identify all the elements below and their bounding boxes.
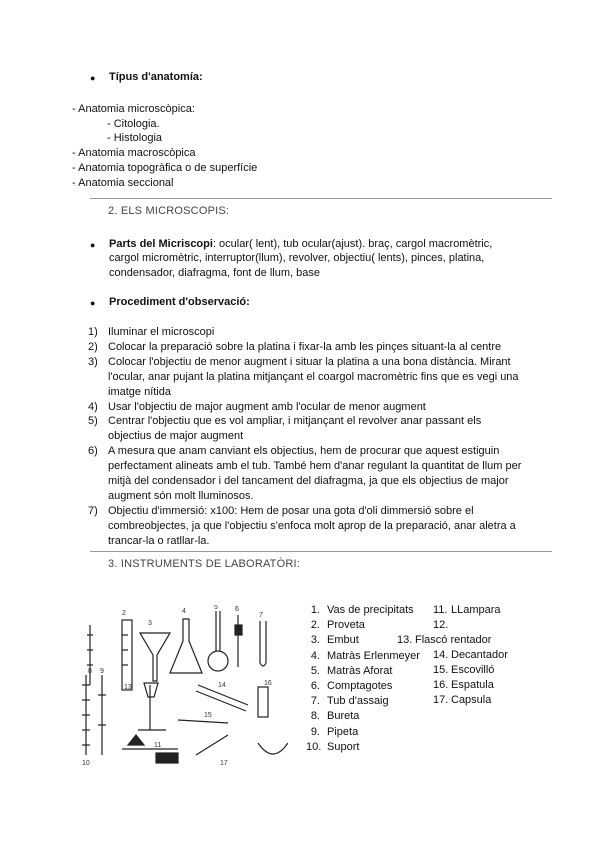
parts-text-line: condensador, diafragma, font de llum, base <box>109 267 320 279</box>
bullet-icon: ● <box>90 240 96 250</box>
svg-text:3: 3 <box>148 620 152 627</box>
instrument-number: 9. <box>310 725 320 738</box>
instrument-name: Suport <box>327 740 360 753</box>
anatomy-line: - Histologia <box>107 132 163 144</box>
step-text: Colocar l'objectiu de menor augment i situar la platina a una bona distància. Mirant <box>108 355 511 368</box>
svg-text:15: 15 <box>204 712 212 719</box>
lab-instruments-illustration <box>78 605 288 770</box>
parts-text-line: cargol micromètric, interruptor(llum), revolver, objectiu( lents), pinces, platina, <box>109 252 485 264</box>
instrument-number: 7. <box>310 695 320 708</box>
svg-text:10: 10 <box>82 760 90 767</box>
instrument-name: Vas de precipitats <box>327 604 414 616</box>
step-number: 2) <box>88 340 98 353</box>
anatomy-heading: Típus d'anatomía: <box>109 71 203 83</box>
divider <box>90 198 552 199</box>
instrument-number: 3. <box>310 634 320 647</box>
instrument-name: LLampara <box>451 604 501 616</box>
anatomy-line: - Anatomia topogràfica o de superfície <box>72 162 258 174</box>
step-text: combreobjectes, ja que l'objectiu s'enfoca molt aprop de la preparació, anar aletra a <box>108 519 516 532</box>
instrument-number: 6. <box>310 680 320 692</box>
instrument-name: Bureta <box>327 710 360 723</box>
instrument-number: 13. <box>397 634 413 646</box>
instrument-number: 10. <box>306 740 322 753</box>
svg-text:2: 2 <box>122 610 126 617</box>
step-text: mitjà del condensador i del tancament del diafragma, ja que els objectius de major <box>108 475 509 487</box>
step-number: 5) <box>88 415 98 428</box>
instrument-name: Decantador <box>451 649 508 661</box>
anatomy-line: - Anatomia macroscòpica <box>72 147 196 159</box>
procedure-heading: Procediment d'observació: <box>109 296 250 308</box>
svg-text:17: 17 <box>220 760 228 767</box>
instrument-number: 15. <box>433 664 449 676</box>
svg-text:9: 9 <box>100 668 104 675</box>
step-text: Usar l'objectiu de major augment amb l'ocular de menor augment <box>108 400 426 413</box>
svg-text:7: 7 <box>259 612 263 619</box>
step-number: 4) <box>88 400 98 413</box>
svg-text:16: 16 <box>264 680 272 687</box>
instrument-number: 5. <box>310 664 320 677</box>
instrument-number: 17. <box>433 694 449 706</box>
svg-text:8: 8 <box>88 668 92 675</box>
step-text: objectius de major augment <box>108 430 244 443</box>
step-text: imatge nítida <box>108 385 171 398</box>
step-text: trancar-la o ratllar-la. <box>108 534 210 547</box>
svg-text:5: 5 <box>214 605 218 611</box>
step-number: 6) <box>88 445 98 458</box>
instrument-name: Embut <box>327 634 359 647</box>
svg-text:6: 6 <box>235 606 239 613</box>
step-text: perfectament alineats amb el tub. També hem d'anar regulant la quantitat de llum per <box>108 460 522 473</box>
step-text: Iluminar el microscopi <box>108 326 215 338</box>
anatomy-line: - Citologia. <box>107 118 160 130</box>
anatomy-line: - Anatomia seccional <box>72 177 174 189</box>
svg-text:13: 13 <box>124 684 132 691</box>
step-number: 1) <box>88 326 98 338</box>
instrument-name: Comptagotes <box>327 680 393 692</box>
divider <box>90 551 552 552</box>
instrument-number: 11. <box>433 604 448 616</box>
instrument-name: Capsula <box>451 694 492 706</box>
instrument-name: Pipeta <box>327 725 359 738</box>
step-text: Colocar la preparació sobre la platina i fixar-la amb les pinçes situant-la al centre <box>108 340 502 353</box>
section-title-instruments: 3. INSTRUMENTS DE LABORATÒRI: <box>108 558 301 570</box>
anatomy-line: - Anatomia microscòpica: <box>72 103 195 115</box>
parts-paragraph <box>109 237 492 252</box>
instrument-number: 4. <box>310 649 320 662</box>
parts-text: : ocular( lent), tub ocular(ajust). braç, cargol macromètric, <box>212 238 493 250</box>
instrument-name: Espatula <box>451 679 494 691</box>
instrument-name: Tub d'assaig <box>327 695 389 708</box>
step-text: A mesura que anam canviant els objectius, hem de procurar que aquest estiguin <box>108 445 500 458</box>
step-text: l'ocular, anar pujant la platina mitjançant el coargol macromètric fins que es vegi una <box>108 370 519 383</box>
instrument-name: Matràs Aforat <box>327 664 393 677</box>
instrument-number: 14. <box>433 649 449 661</box>
step-text: augment són molt lluminosos. <box>108 489 254 502</box>
bullet-icon: ● <box>90 73 96 83</box>
parts-label: Parts del Micriscopi <box>109 238 213 250</box>
instrument-name: Proveta <box>327 619 365 632</box>
instrument-name: Flascó rentador <box>415 634 492 646</box>
svg-text:4: 4 <box>182 608 186 615</box>
instrument-number: 1. <box>310 604 320 616</box>
step-number: 3) <box>88 355 98 368</box>
instrument-name: Escovilló <box>451 664 495 676</box>
step-text: Centrar l'objectiu que es vol ampliar, i mitjançant el revolver anar passant els <box>108 415 482 428</box>
instrument-number: 8. <box>310 710 320 723</box>
svg-text:14: 14 <box>218 682 226 689</box>
instrument-number: 12. <box>433 619 449 631</box>
step-number: 7) <box>88 504 98 517</box>
bullet-icon: ● <box>90 298 96 308</box>
instrument-name: Matràs Erlenmeyer <box>327 649 420 662</box>
instrument-number: 2. <box>310 619 320 632</box>
svg-text:11: 11 <box>154 742 162 749</box>
section-title-microscopes: 2. ELS MICROSCOPIS: <box>108 205 230 217</box>
step-text: Objectiu d'immersió: x100: Hem de posar una gota d'oli dimmersió sobre el <box>108 504 474 517</box>
instrument-number: 16. <box>433 679 449 691</box>
